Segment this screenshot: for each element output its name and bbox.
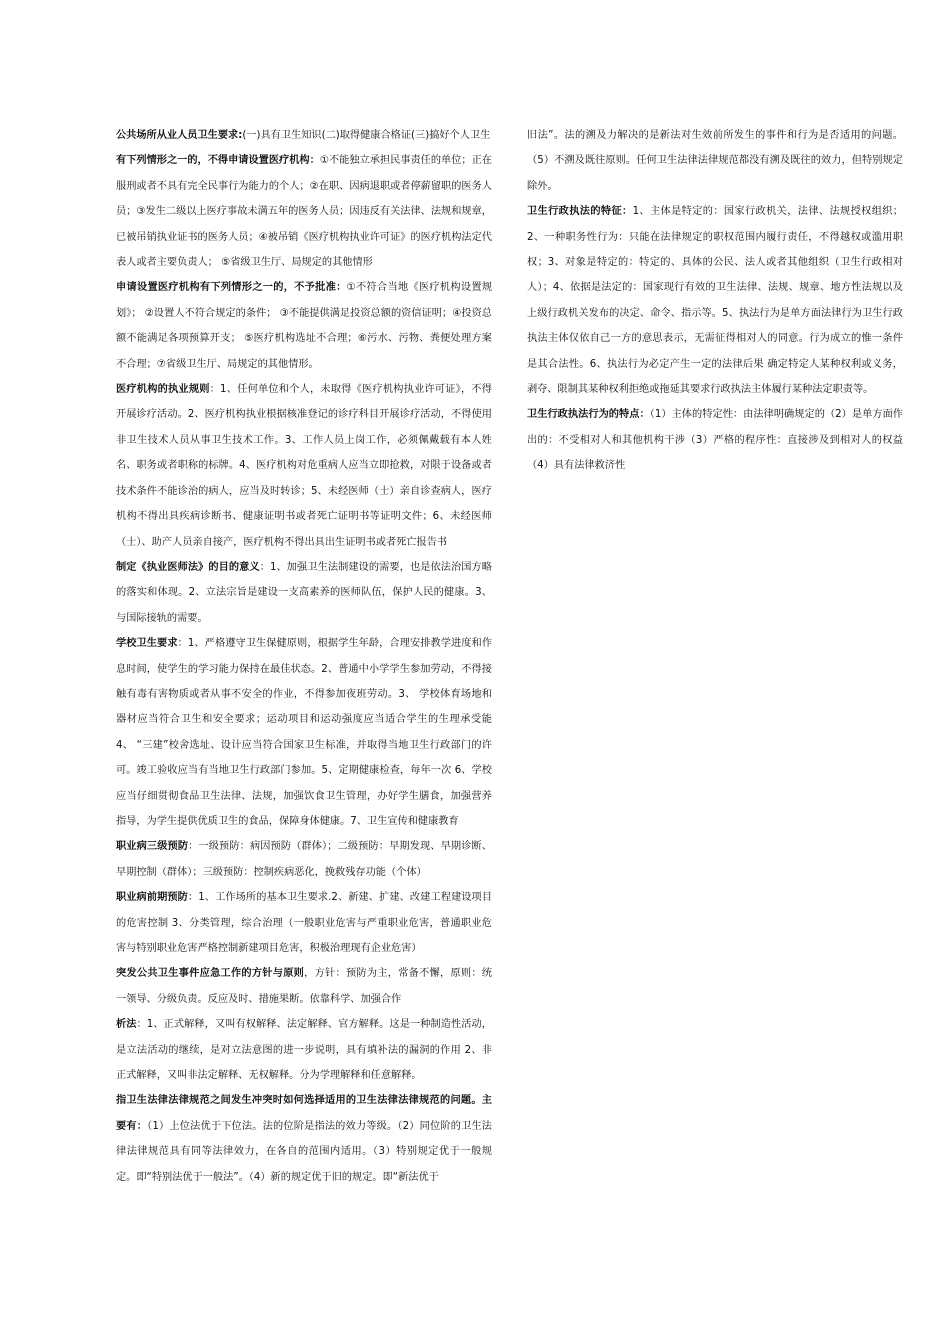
paragraph: [527, 402, 903, 478]
paragraph: [116, 1012, 492, 1088]
paragraph: [116, 961, 492, 1012]
paragraph-heading: 卫生行政执法行为的特点：: [527, 409, 650, 421]
paragraph-body: ：1、加强卫生法制建设的需要，也是依法治国方略的落实和体现。2、立法宗旨是建设一支高素养的医师队伍，保护人民的健康。3、与国际接轨的需要。: [116, 561, 492, 624]
paragraph-heading: 职业病三级预防: [116, 841, 189, 853]
paragraph-body: ：一级预防：病因预防（群体）；二级预防：早期发现、早期诊断、早期控制（群体）；三级预防：控制疾病恶化，挽救残存功能（个体）: [116, 841, 492, 878]
paragraph: [116, 885, 492, 961]
paragraph: [116, 631, 492, 834]
paragraph-body: ，方针：预防为主，常备不懈，原则：统一领导、分级负责。反应及时、措施果断。依靠科学、加强合作: [116, 968, 493, 1005]
paragraph-heading: 析法: [116, 1019, 137, 1031]
paragraph-heading: 申请设置医疗机构有下列情形之一的，不予批准：: [116, 282, 347, 294]
paragraph-heading: 卫生行政执法的特征：: [527, 206, 633, 218]
paragraph-body: ：1、严格遵守卫生保健原则，根据学生年龄，合理安排教学进度和作息时间，使学生的学习能力保持在最佳状态。2、普通中小学学生参加劳动，不得接触有毒有害物质或者从事不安全的作业，不得参加夜班劳动。3、 学校体育场地和器材应当符合卫生和安全要求；运动项目和运动强度应当适合学生的生理承受能 4、 “三建”校舍选址、设计应当符合国家卫生标准，并取得当地卫生行政部门的许可。竣工验收应当有当地卫生行政部门参加。5、定期健康检查，每年一次 6、学校应当仔细贯彻食品卫生法律、法规，加强饮食卫生管理，办好学生膳食，加强营养指导，为学生提供优质卫生的食品，保障身体健康。7、卫生宣传和健康教育: [116, 638, 493, 827]
paragraph: [116, 834, 492, 885]
paragraph: [527, 123, 903, 199]
paragraph-body: （1）主体的特定性：由法律明确规定的（2）是单方面作出的：不受相对人和其他机构干涉（3）严格的程序性：直接涉及到相对人的权益（4）具有法律救济性: [527, 409, 903, 472]
left-column: [116, 123, 492, 1190]
paragraph-body: （1）上位法优于下位法。法的位阶是指法的效力等级。（2）同位阶的卫生法律法律规范具有同等法律效力，在各自的范围内适用。（3）特别规定优于一般规定。即“特别法优于一般法”。（4）新的规定优于旧的规定。即“新法优于: [116, 1120, 492, 1183]
paragraph-body: ：1、工作场所的基本卫生要求.2、新建、扩建、改建工程建设项目的危害控制 3、分类管理，综合治理（一般职业危害与严重职业危害，普通职业危害与特别职业危害严格控制新建项目危害，积极治理现有企业危害）: [116, 892, 493, 954]
paragraph-heading: 制定《执业医师法》的目的意义: [116, 561, 260, 573]
paragraph-body: ：1、任何单位和个人，未取得《医疗机构执业许可证》，不得开展诊疗活动。2、医疗机构执业根据核准登记的诊疗科目开展诊疗活动，不得使用非卫生技术人员从事卫生技术工作。3、工作人员上岗工作，必须佩戴载有本人姓名、职务或者职称的标牌。4、医疗机构对危重病人应当立即抢救，对限于设备或者技术条件不能诊治的病人，应当及时转诊；5、未经医师（士）亲自诊查病人，医疗机构不得出具疾病诊断书、健康证明书或者死亡证明书等证明文件；6、未经医师（士）、助产人员亲自接产，医疗机构不得出具出生证明书或者死亡报告书: [116, 384, 492, 548]
paragraph-heading: 职业病前期预防: [116, 892, 188, 904]
paragraph-heading: 突发公共卫生事件应急工作的方针与原则: [116, 968, 305, 980]
paragraph-heading: 指卫生法律法律规范之间发生冲突时如何选择适用的卫生法律法律规范的问题。主要有：: [116, 1095, 492, 1132]
paragraph: [116, 123, 492, 148]
paragraph-body: ①不符合当地《医疗机构设置规划》； ②设置人不符合规定的条件； ③不能提供满足投资总额的资信证明；④投资总额不能满足各项预算开支； ⑤医疗机构选址不合理；⑥污水、污物、粪便处理方案不合理；⑦省级卫生厅、局规定的其他情形。: [116, 282, 493, 370]
paragraph: [116, 275, 492, 377]
paragraph: [116, 148, 492, 275]
right-column: [527, 123, 903, 479]
paragraph-body: 1、主体是特定的：国家行政机关，法律、法规授权组织；2、一种职务性行为：只能在法律规定的职权范围内履行责任，不得越权或滥用职权；3、对象是特定的：特定的、具体的公民、法人或者其他组织（卫生行政相对人）；4、依据是法定的：国家现行有效的卫生法律、法规、规章、地方性法规以及上级行政机关发布的决定、命令、指示等。5、执法行为是单方面法律行为卫生行政执法主体仅依自己一方的意思表示，无需征得相对人的同意。行为成立的惟一条件是其合法性。6、执法行为必定产生一定的法律后果 确定特定人某种权利或义务，剥夺、限制其某种权利拒绝或拖延其要求行政执法主体履行某种法定职责等。: [527, 206, 903, 396]
paragraph-body: (一)具有卫生知识(二)取得健康合格证(三)搞好个人卫生: [242, 130, 491, 141]
paragraph-heading: 有下列情形之一的，不得申请设置医疗机构：: [116, 155, 320, 167]
paragraph: [116, 1088, 492, 1190]
paragraph-body: ：1、正式解释，又叫有权解释、法定解释、官方解释。这是一种制造性活动，是立法活动的继续，是对立法意图的进一步说明，具有填补法的漏洞的作用 2、非正式解释，又叫非法定解释、无权解释。分为学理解释和任意解释。: [116, 1019, 492, 1082]
paragraph-body: ①不能独立承担民事责任的单位；正在服刑或者不具有完全民事行为能力的个人；②在职、因病退职或者停薪留职的医务人员；③发生二级以上医疗事故未满五年的医务人员；因违反有关法律、法规和规章，已被吊销执业证书的医务人员；④被吊销《医疗机构执业许可证》的医疗机构法定代表人或者主要负责人； ⑤省级卫生厅、局规定的其他情形: [116, 155, 492, 269]
paragraph: [116, 377, 492, 555]
paragraph-heading: 学校卫生要求: [116, 638, 178, 650]
paragraph-body: 旧法”。法的溯及力解决的是新法对生效前所发生的事件和行为是否适用的问题。（5）不溯及既往原则。任何卫生法律法律规范都没有溯及既往的效力，但特别规定除外。: [527, 130, 903, 192]
paragraph-heading: 公共场所从业人员卫生要求:: [116, 130, 243, 141]
paragraph: [116, 555, 492, 631]
paragraph: [527, 199, 903, 402]
paragraph-heading: 医疗机构的执业规则: [116, 384, 210, 396]
